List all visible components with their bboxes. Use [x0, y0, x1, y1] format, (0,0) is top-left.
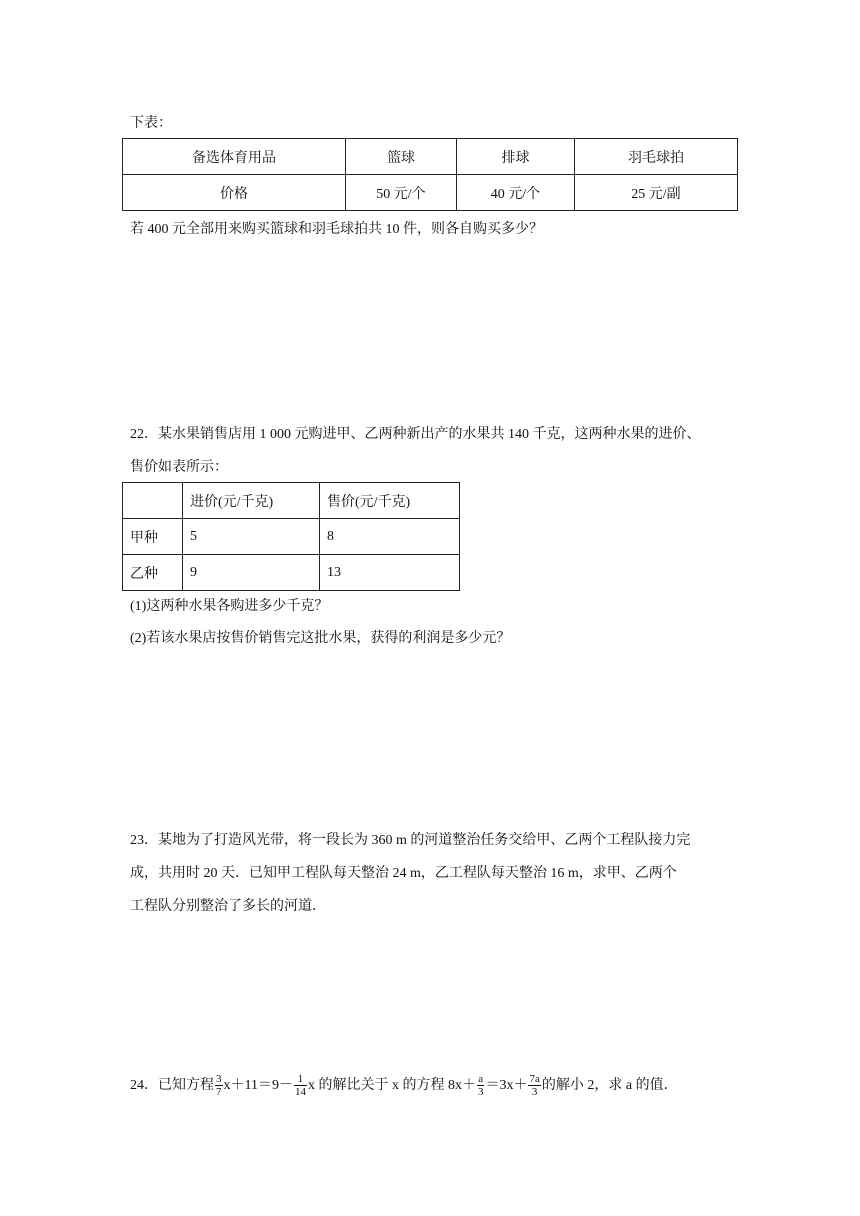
- table-cell: 甲种: [123, 519, 183, 555]
- denominator: 7: [216, 1086, 222, 1099]
- table-header-cell: 羽毛球拍: [575, 139, 738, 175]
- numerator: 1: [294, 1073, 307, 1086]
- denominator: 3: [477, 1086, 484, 1099]
- question-22-line-2: 售价如表所示：: [130, 460, 228, 475]
- question-23-line-2: 成，共用时 20 天．已知甲工程队每天整治 24 m，乙工程队每天整治 16 m，求甲、乙两个: [130, 866, 677, 881]
- table-cell: 5: [183, 519, 320, 555]
- table-intro: 下表：: [130, 116, 172, 131]
- table-header-cell: 进价(元/千克): [183, 483, 320, 519]
- table-cell: 40 元/个: [457, 175, 575, 211]
- fraction: [215, 1073, 223, 1098]
- question-24-text: ＝3x＋: [485, 1078, 528, 1093]
- numerator: 7a: [529, 1073, 540, 1086]
- table-header-cell: 售价(元/千克): [320, 483, 460, 519]
- table-cell: 25 元/副: [575, 175, 738, 211]
- question-22-sub-2: (2)若该水果店按售价销售完这批水果，获得的利润是多少元？: [130, 631, 511, 646]
- question-24-text: 24．已知方程: [130, 1078, 214, 1093]
- table-row: [123, 483, 460, 519]
- table-cell: 9: [183, 555, 320, 591]
- numerator: a: [478, 1073, 484, 1086]
- question-23-line-1: 23．某地为了打造风光带，将一段长为 360 m 的河道整治任务交给甲、乙两个工程队接力完: [130, 833, 691, 848]
- denominator: 3: [531, 1086, 538, 1099]
- question-24: [130, 1066, 678, 1106]
- question-24-text: 的解小 2，求 a 的值．: [541, 1078, 678, 1093]
- fraction: [528, 1073, 540, 1098]
- question-24-text: x 的解比关于 x 的方程 8x＋: [307, 1078, 476, 1093]
- fraction: [294, 1073, 307, 1098]
- denominator: 14: [294, 1086, 306, 1099]
- question-24-text: x＋11＝9－: [223, 1078, 293, 1093]
- fruit-price-table: [122, 482, 460, 591]
- table-row: [123, 139, 738, 175]
- sports-goods-price-table: [122, 138, 738, 211]
- table-cell: 乙种: [123, 555, 183, 591]
- question-23-line-3: 工程队分别整治了多长的河道．: [130, 899, 326, 914]
- question-22-line-1: 22．某水果销售店用 1 000 元购进甲、乙两种新出产的水果共 140 千克，这两种水果的进价、: [130, 427, 701, 442]
- table-row: [123, 519, 460, 555]
- table-header-cell: 排球: [457, 139, 575, 175]
- question-22-sub-1: (1)这两种水果各购进多少千克？: [130, 599, 329, 614]
- table-cell: 8: [320, 519, 460, 555]
- table-cell: 13: [320, 555, 460, 591]
- fraction: [477, 1073, 485, 1098]
- table-row: [123, 555, 460, 591]
- table-cell: 价格: [123, 175, 346, 211]
- numerator: 3: [216, 1073, 222, 1086]
- table-header-cell: [123, 483, 183, 519]
- table-header-cell: 备选体育用品: [123, 139, 346, 175]
- question-21-text: 若 400 元全部用来购买篮球和羽毛球拍共 10 件，则各自购买多少？: [130, 222, 543, 237]
- table-row: [123, 175, 738, 211]
- table-header-cell: 篮球: [346, 139, 457, 175]
- table-cell: 50 元/个: [346, 175, 457, 211]
